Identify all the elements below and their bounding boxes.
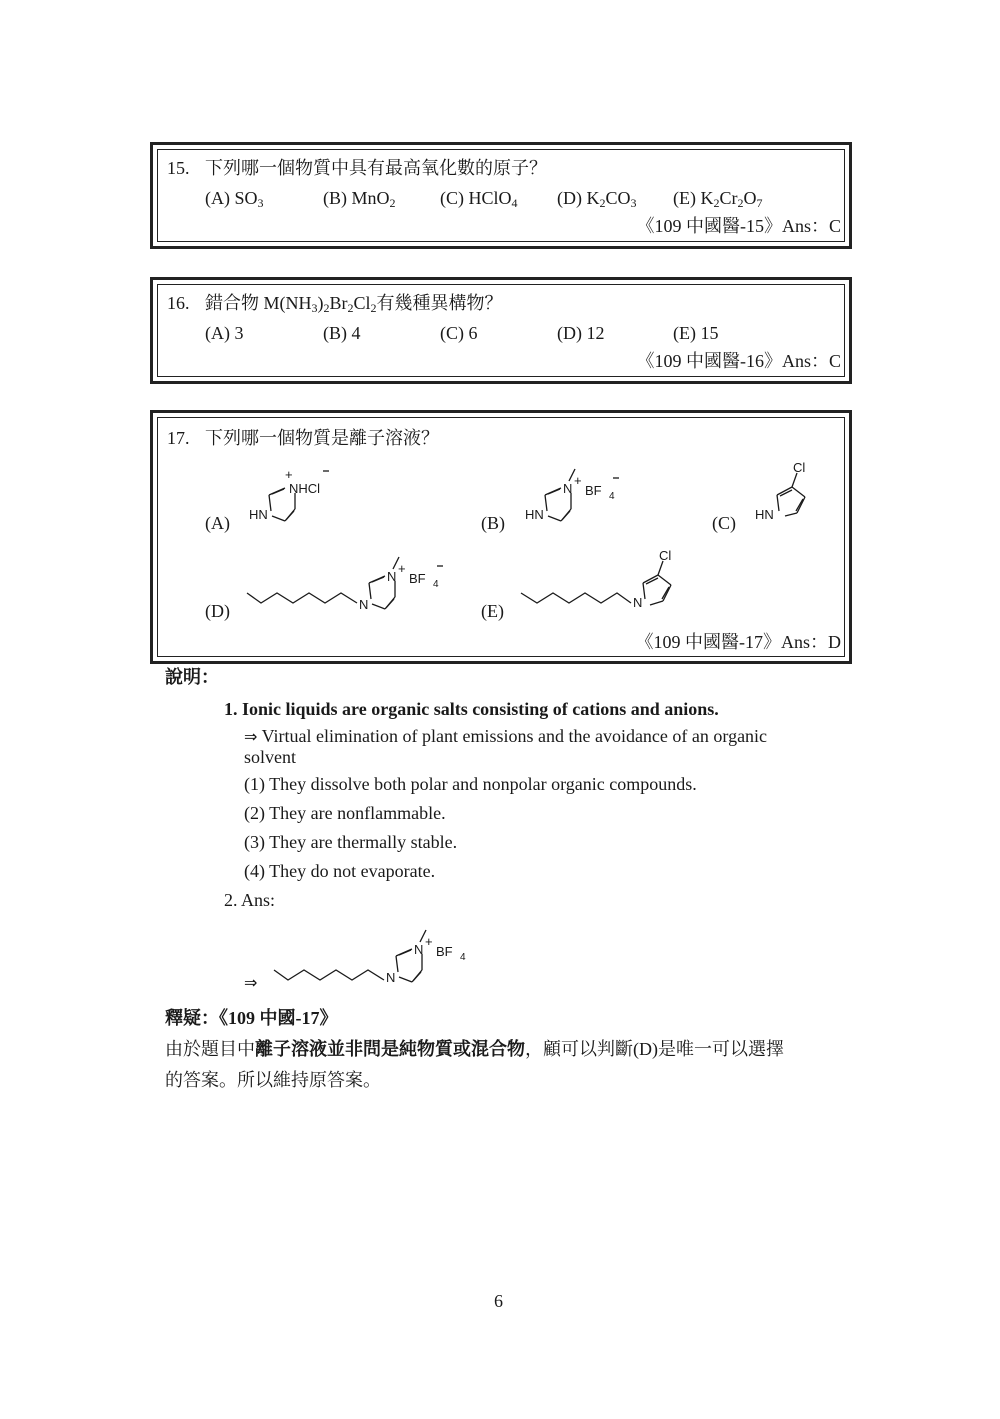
q17-structure-b bbox=[517, 465, 637, 535]
explanation-point-3: (3) They are thermally stable. bbox=[244, 832, 458, 852]
q17-d-bf-text: BF bbox=[409, 571, 426, 586]
q17-structure-d bbox=[245, 553, 455, 625]
q17-source-answer: 《109 中國醫-17》Ans：D bbox=[635, 632, 841, 652]
explanation-point-2: (2) They are nonflammable. bbox=[244, 803, 446, 823]
q15-source-answer: 《109 中國醫-15》Ans：C bbox=[636, 216, 841, 236]
q16-option-c: (C) 6 bbox=[440, 323, 478, 343]
q17-option-d-label: (D) bbox=[205, 601, 230, 621]
q17-e-cl-text: Cl bbox=[659, 549, 672, 563]
q17-a-hn-text: HN bbox=[249, 507, 268, 522]
answer-plus: + bbox=[425, 934, 433, 949]
explanation-heading: 說明： bbox=[165, 667, 219, 687]
answer-n-plus-text: N bbox=[414, 942, 424, 957]
q17-option-a-label: (A) bbox=[205, 513, 230, 533]
explanation-item-1-title: 1. Ionic liquids are organic salts consisting of cations and anions. bbox=[224, 699, 719, 719]
q17-e-n-text: N bbox=[633, 595, 643, 610]
answer-n-text: N bbox=[386, 970, 396, 985]
question-17-number: 17. bbox=[167, 428, 190, 448]
q16-option-d: (D) 12 bbox=[557, 323, 605, 343]
question-16-box bbox=[150, 277, 852, 384]
explanation-point-1: (1) They dissolve both polar and nonpolar organic compounds. bbox=[244, 774, 697, 794]
clarification-heading: 釋疑：《109 中國-17》 bbox=[165, 1008, 338, 1028]
q17-d-four: 4 bbox=[433, 579, 439, 590]
question-16-text: 錯合物 $M(NH_3)_2Br_2Cl_2$有幾種異構物？ bbox=[205, 293, 503, 315]
page-number: 6 bbox=[494, 1291, 503, 1311]
q15-option-a: (A) $SO_3$ bbox=[205, 188, 264, 210]
q17-structure-e bbox=[519, 549, 689, 625]
q17-d-n-text: N bbox=[359, 597, 369, 612]
q16-option-e: (E) 15 bbox=[673, 323, 719, 343]
q17-b-hn-text: HN bbox=[525, 507, 544, 522]
explanation-item-1-line-2: solvent bbox=[244, 747, 296, 767]
q17-option-b-label: (B) bbox=[481, 513, 505, 533]
q17-b-four: 4 bbox=[609, 491, 615, 502]
question-15-box bbox=[150, 142, 852, 249]
q17-c-cl-text: Cl bbox=[793, 461, 806, 475]
q17-c-hn-text: HN bbox=[755, 507, 774, 522]
clarification-line-1: 由於題目中離子溶液並非問是純物質或混合物，顧可以判斷(D)是唯一可以選擇 bbox=[165, 1039, 784, 1059]
explanation-item-2: 2. Ans: bbox=[224, 890, 276, 910]
answer-bf-text: BF bbox=[436, 944, 453, 959]
question-17-box bbox=[150, 410, 852, 664]
q17-a-nhcl-text: NHCl bbox=[289, 481, 321, 496]
q16-source-answer: 《109 中國醫-16》Ans：C bbox=[636, 351, 841, 371]
q17-option-e-label: (E) bbox=[481, 601, 504, 621]
explanation-item-1-line-1: ⇒ Virtual elimination of plant emissions and the avoidance of an organic bbox=[244, 726, 768, 746]
clarification-line-2: 的答案。所以維持原答案。 bbox=[165, 1070, 381, 1090]
q17-structure-a bbox=[241, 467, 351, 533]
question-17-text: 下列哪一個物質是離子溶液？ bbox=[205, 428, 439, 448]
answer-four: 4 bbox=[460, 952, 466, 963]
q16-option-b: (B) 4 bbox=[323, 323, 361, 343]
q17-structure-c bbox=[749, 461, 829, 535]
q17-option-c-label: (C) bbox=[712, 513, 736, 533]
question-16-number: 16. bbox=[167, 293, 190, 313]
q17-a-plus: + bbox=[285, 467, 293, 482]
q17-b-n-text: N bbox=[563, 481, 573, 496]
q15-option-b: (B) MnO$_2$ bbox=[323, 188, 396, 210]
question-15-number: 15. bbox=[167, 158, 190, 178]
answer-arrow: ⇒ bbox=[244, 973, 258, 992]
q17-d-plus: + bbox=[398, 561, 406, 576]
q16-option-a: (A) 3 bbox=[205, 323, 244, 343]
answer-structure bbox=[272, 926, 482, 998]
q15-option-d: (D) $K_2CO_3$ bbox=[557, 188, 637, 210]
q17-b-plus: + bbox=[574, 473, 582, 488]
question-15-text: 下列哪一個物質中具有最高氧化數的原子？ bbox=[205, 158, 547, 178]
q15-option-c: (C) HClO$_4$ bbox=[440, 188, 518, 210]
explanation-point-4: (4) They do not evaporate. bbox=[244, 861, 436, 881]
q17-b-bf-text: BF bbox=[585, 483, 602, 498]
q17-d-n-plus-text: N bbox=[387, 569, 397, 584]
q15-option-e: (E) $K_2Cr_2O_7$ bbox=[673, 188, 763, 210]
